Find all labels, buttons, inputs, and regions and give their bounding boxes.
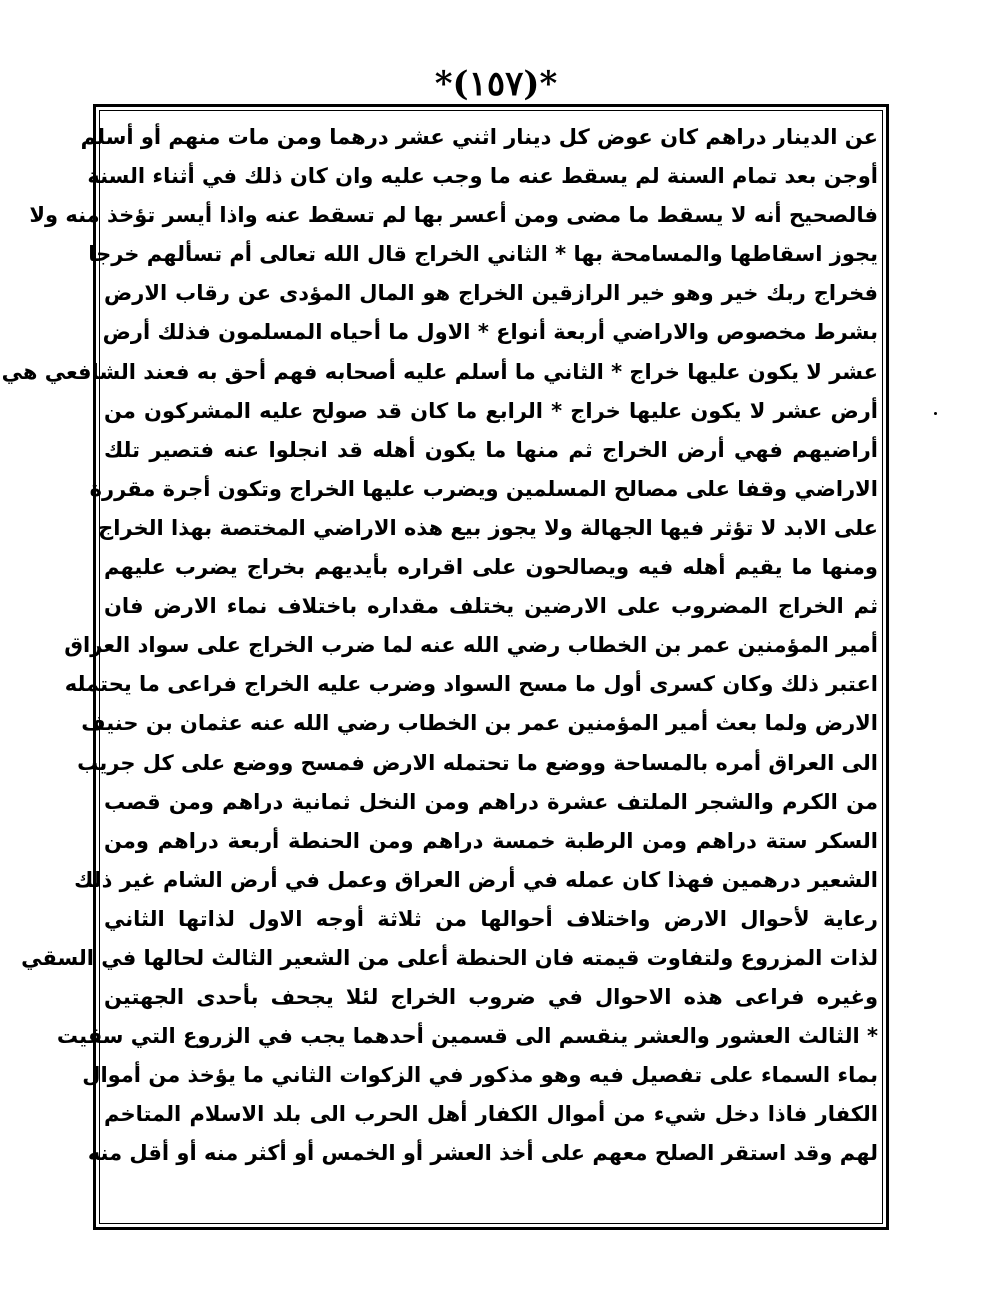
margin-dot [934, 412, 937, 415]
text-line: لهم وقد استقر الصلح معهم على أخذ العشر أو الخمس أو أكثر منه أو أقل منه [87, 1141, 878, 1166]
text-line: الى العراق أمره بالمساحة ووضع ما تحتمله الارض فمسح ووضع على كل جريب [77, 750, 878, 775]
text-body [1, 118, 878, 1218]
text-line: أوجن بعد تمام السنة لم يسقط عنه ما وجب عليه وان كان ذلك في أثناء السنة [87, 164, 878, 189]
text-line: * الثالث العشور والعشر ينقسم الى قسمين أحدهما يجب في الزروع التي سقيت [56, 1024, 878, 1049]
page-number: *(١٥٧)* [434, 64, 558, 104]
text-line: بشرط مخصوص والاراضي أربعة أنواع * الاول ما أحياه المسلمون فذلك أرض [102, 320, 878, 345]
text-line: الاراضي وقفا على مصالح المسلمين ويضرب عليها الخراج وتكون أجرة مقررة [89, 476, 878, 501]
text-line: الكفار فاذا دخل شيء من أموال الكفار أهل الحرب الى بلد الاسلام المتاخم [104, 1102, 878, 1127]
text-line: رعاية لأحوال الارض واختلاف أحوالها من ثلاثة أوجه الاول لذاتها الثاني [104, 906, 878, 931]
text-line: وغيره فراعى هذه الاحوال في ضروب الخراج لئلا يجحف بأحدى الجهتين [104, 985, 878, 1010]
text-line: اعتبر ذلك وكان كسرى أول ما مسح السواد وضرب عليه الخراج فراعى ما يحتمله [64, 672, 878, 697]
text-line: فالصحيح أنه لا يسقط ما مضى ومن أعسر بها لم تسقط عنه واذا أيسر تؤخذ منه ولا [29, 203, 878, 228]
text-line: ثم الخراج المضروب على الارضين يختلف مقداره باختلاف نماء الارض فان [104, 594, 878, 619]
text-line: على الابد لا تؤثر فيها الجهالة ولا يجوز بيع هذه الاراضي المختصة بهذا الخراج [98, 515, 878, 540]
text-line: عن الدينار دراهم كان عوض كل دينار اثني عشر درهما ومن مات منهم أو أسلم [80, 125, 878, 149]
text-line: عشر لا يكون عليها خراج * الثاني ما أسلم عليه أصحابه فهم أحق به فعند الشافعي هي [1, 359, 878, 384]
text-line: أمير المؤمنين عمر بن الخطاب رضي الله عنه لما ضرب الخراج على سواد العراق [64, 633, 878, 658]
text-line: أرض عشر لا يكون عليها خراج * الرابع ما كان قد صولح عليه المشركون من [104, 398, 878, 423]
text-line: الشعير درهمين فهذا كان عمله في أرض العراق وعمل في أرض الشام غير ذلك [74, 867, 878, 892]
text-line: أراضيهم فهي أرض الخراج ثم منها ما يكون أهله قد انجلوا عنه فتصير تلك [104, 437, 878, 462]
text-line: من الكرم والشجر الملتف عشرة دراهم ومن النخل ثمانية دراهم ومن قصب [104, 789, 878, 814]
text-line: الارض ولما بعث أمير المؤمنين عمر بن الخطاب رضي الله عنه عثمان بن حنيف [81, 711, 878, 736]
text-line: ومنها ما يقيم أهله فيه ويصالحون على اقراره بأيديهم بخراج يضرب عليهم [104, 555, 878, 580]
text-line: بماء السماء على تفصيل فيه وهو مذكور في الزكوات الثاني ما يؤخذ من أموال [82, 1063, 878, 1088]
text-line: لذات المزروع ولتفاوت قيمته فان الحنطة أعلى من الشعير الثالث لحالها في السقي [21, 945, 878, 970]
text-line: فخراج ربك خير وهو خير الرازقين الخراج هو المال المؤدى عن رقاب الارض [104, 281, 878, 306]
text-line: السكر ستة دراهم ومن الرطبة خمسة دراهم ومن الحنطة أربعة دراهم ومن [104, 828, 878, 853]
text-line: يجوز اسقاطها والمسامحة بها * الثاني الخراج قال الله تعالى أم تسألهم خرجا [88, 242, 878, 267]
